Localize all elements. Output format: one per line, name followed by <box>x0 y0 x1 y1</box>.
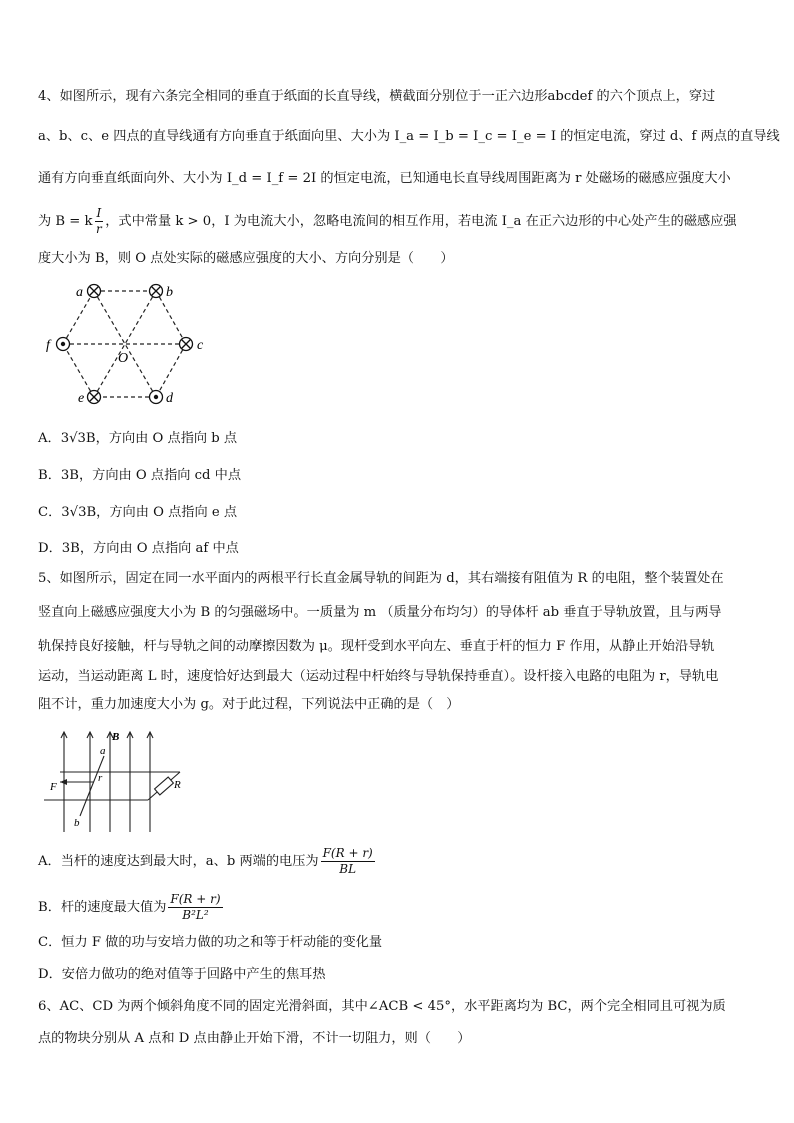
q5-option-a-text: A．当杆的速度达到最大时，a、b 两端的电压为 <box>38 854 319 869</box>
q5-line-4: 运动，当运动距离 L 时，速度恰好达到最大（运动过程中杆始终与导轨保持垂直）。设杆接入电路的电阻为 r，导轨电 <box>38 669 719 684</box>
label-a: a <box>76 285 83 300</box>
q4-option-a: A．3√3B，方向由 O 点指向 b 点 <box>38 431 238 446</box>
wire-d-icon <box>150 391 163 404</box>
q5-option-b-fraction <box>168 892 222 923</box>
q5-option-c: C．恒力 F 做的功与安培力做的功之和等于杆动能的变化量 <box>38 935 383 950</box>
q5-option-b <box>38 892 756 923</box>
q5-line-5: 阻不计，重力加速度大小为 g。对于此过程，下列说法中正确的是（ ） <box>38 697 460 712</box>
q5-option-d: D．安倍力做功的绝对值等于回路中产生的焦耳热 <box>38 967 326 982</box>
q5-option-a-fraction <box>321 846 375 877</box>
q4-option-c: C．3√3B，方向由 O 点指向 e 点 <box>38 505 238 520</box>
label-F: F <box>50 781 57 793</box>
wire-e-icon <box>88 391 101 404</box>
label-d: d <box>166 391 173 406</box>
q4-formula-suffix: ，式中常量 k > 0，I 为电流大小，忽略电流间的相互作用，若电流 I_a 在正六边形的中心处产生的磁感应强 <box>105 214 737 229</box>
label-B: B <box>112 731 120 743</box>
q5-option-a-num: F(R + r) <box>322 846 373 860</box>
q5-option-b-text: B．杆的速度最大值为 <box>38 900 167 915</box>
q4-fraction-num: I <box>96 206 102 220</box>
q5-line-3: 轨保持良好接触，杆与导轨之间的动摩擦因数为 μ。现杆受到水平向左、垂直于杆的恒力 F 作用，从静止开始沿导轨 <box>38 639 715 654</box>
q6-line-2: 点的物块分别从 A 点和 D 点由静止开始下滑，不计一切阻力，则（ ） <box>38 1031 471 1046</box>
q4-line-2: a、b、c、e 四点的直导线通有方向垂直于纸面向里、大小为 I_a = I_b = I_c = I_e = I 的恒定电流，穿过 d、f 两点的直导线 <box>38 129 780 144</box>
q4-fraction-den: r <box>96 222 102 236</box>
q5-line-2: 竖直向上磁感应强度大小为 B 的匀强磁场中。一质量为 m （质量分布均匀）的导体杆 ab 垂直于导轨放置，且与两导 <box>38 605 722 620</box>
label-R: R <box>174 779 181 791</box>
label-o: O <box>118 351 129 366</box>
rails-figure <box>40 728 200 838</box>
wire-f-icon <box>57 338 70 351</box>
wire-b-icon <box>150 285 163 298</box>
q4-line-1: 4、如图所示，现有六条完全相同的垂直于纸面的长直导线，横截面分别位于一正六边形abcdef 的六个顶点上，穿过 <box>38 89 716 104</box>
q4-line-4 <box>38 206 756 237</box>
label-r: r <box>98 772 103 784</box>
q5-option-b-num: F(R + r) <box>170 892 221 906</box>
q5-line-1: 5、如图所示，固定在同一水平面内的两根平行长直金属导轨的间距为 d，其右端接有阻值为 R 的电阻，整个装置处在 <box>38 571 724 586</box>
q6-line-1: 6、AC、CD 为两个倾斜角度不同的固定光滑斜面，其中∠ACB < 45°，水平距离均为 BC，两个完全相同且可视为质 <box>38 999 726 1014</box>
q4-option-b: B．3B，方向由 O 点指向 cd 中点 <box>38 468 242 483</box>
label-c: c <box>197 338 204 353</box>
hexagon-figure <box>40 280 220 410</box>
q4-line-3: 通有方向垂直纸面向外、大小为 I_d = I_f = 2I 的恒定电流，已知通电长直导线周围距离为 r 处磁场的磁感应强度大小 <box>38 171 731 186</box>
q5-option-a <box>38 846 756 877</box>
label-a-rod: a <box>100 745 106 757</box>
q5-option-b-den: B²L² <box>182 908 209 922</box>
label-b: b <box>166 285 173 300</box>
label-f: f <box>46 338 50 353</box>
q4-option-d: D．3B，方向由 O 点指向 af 中点 <box>38 541 239 556</box>
q5-option-a-den: BL <box>339 862 357 876</box>
q4-fraction <box>95 206 104 237</box>
q4-line-5: 度大小为 B，则 O 点处实际的磁感应强度的大小、方向分别是（ ） <box>38 251 454 266</box>
wire-c-icon <box>180 338 193 351</box>
label-e: e <box>78 391 85 406</box>
wire-a-icon <box>88 285 101 298</box>
q4-formula-prefix: 为 B = k <box>38 214 93 229</box>
label-b-rod: b <box>74 817 80 829</box>
resistor-icon <box>155 777 174 795</box>
